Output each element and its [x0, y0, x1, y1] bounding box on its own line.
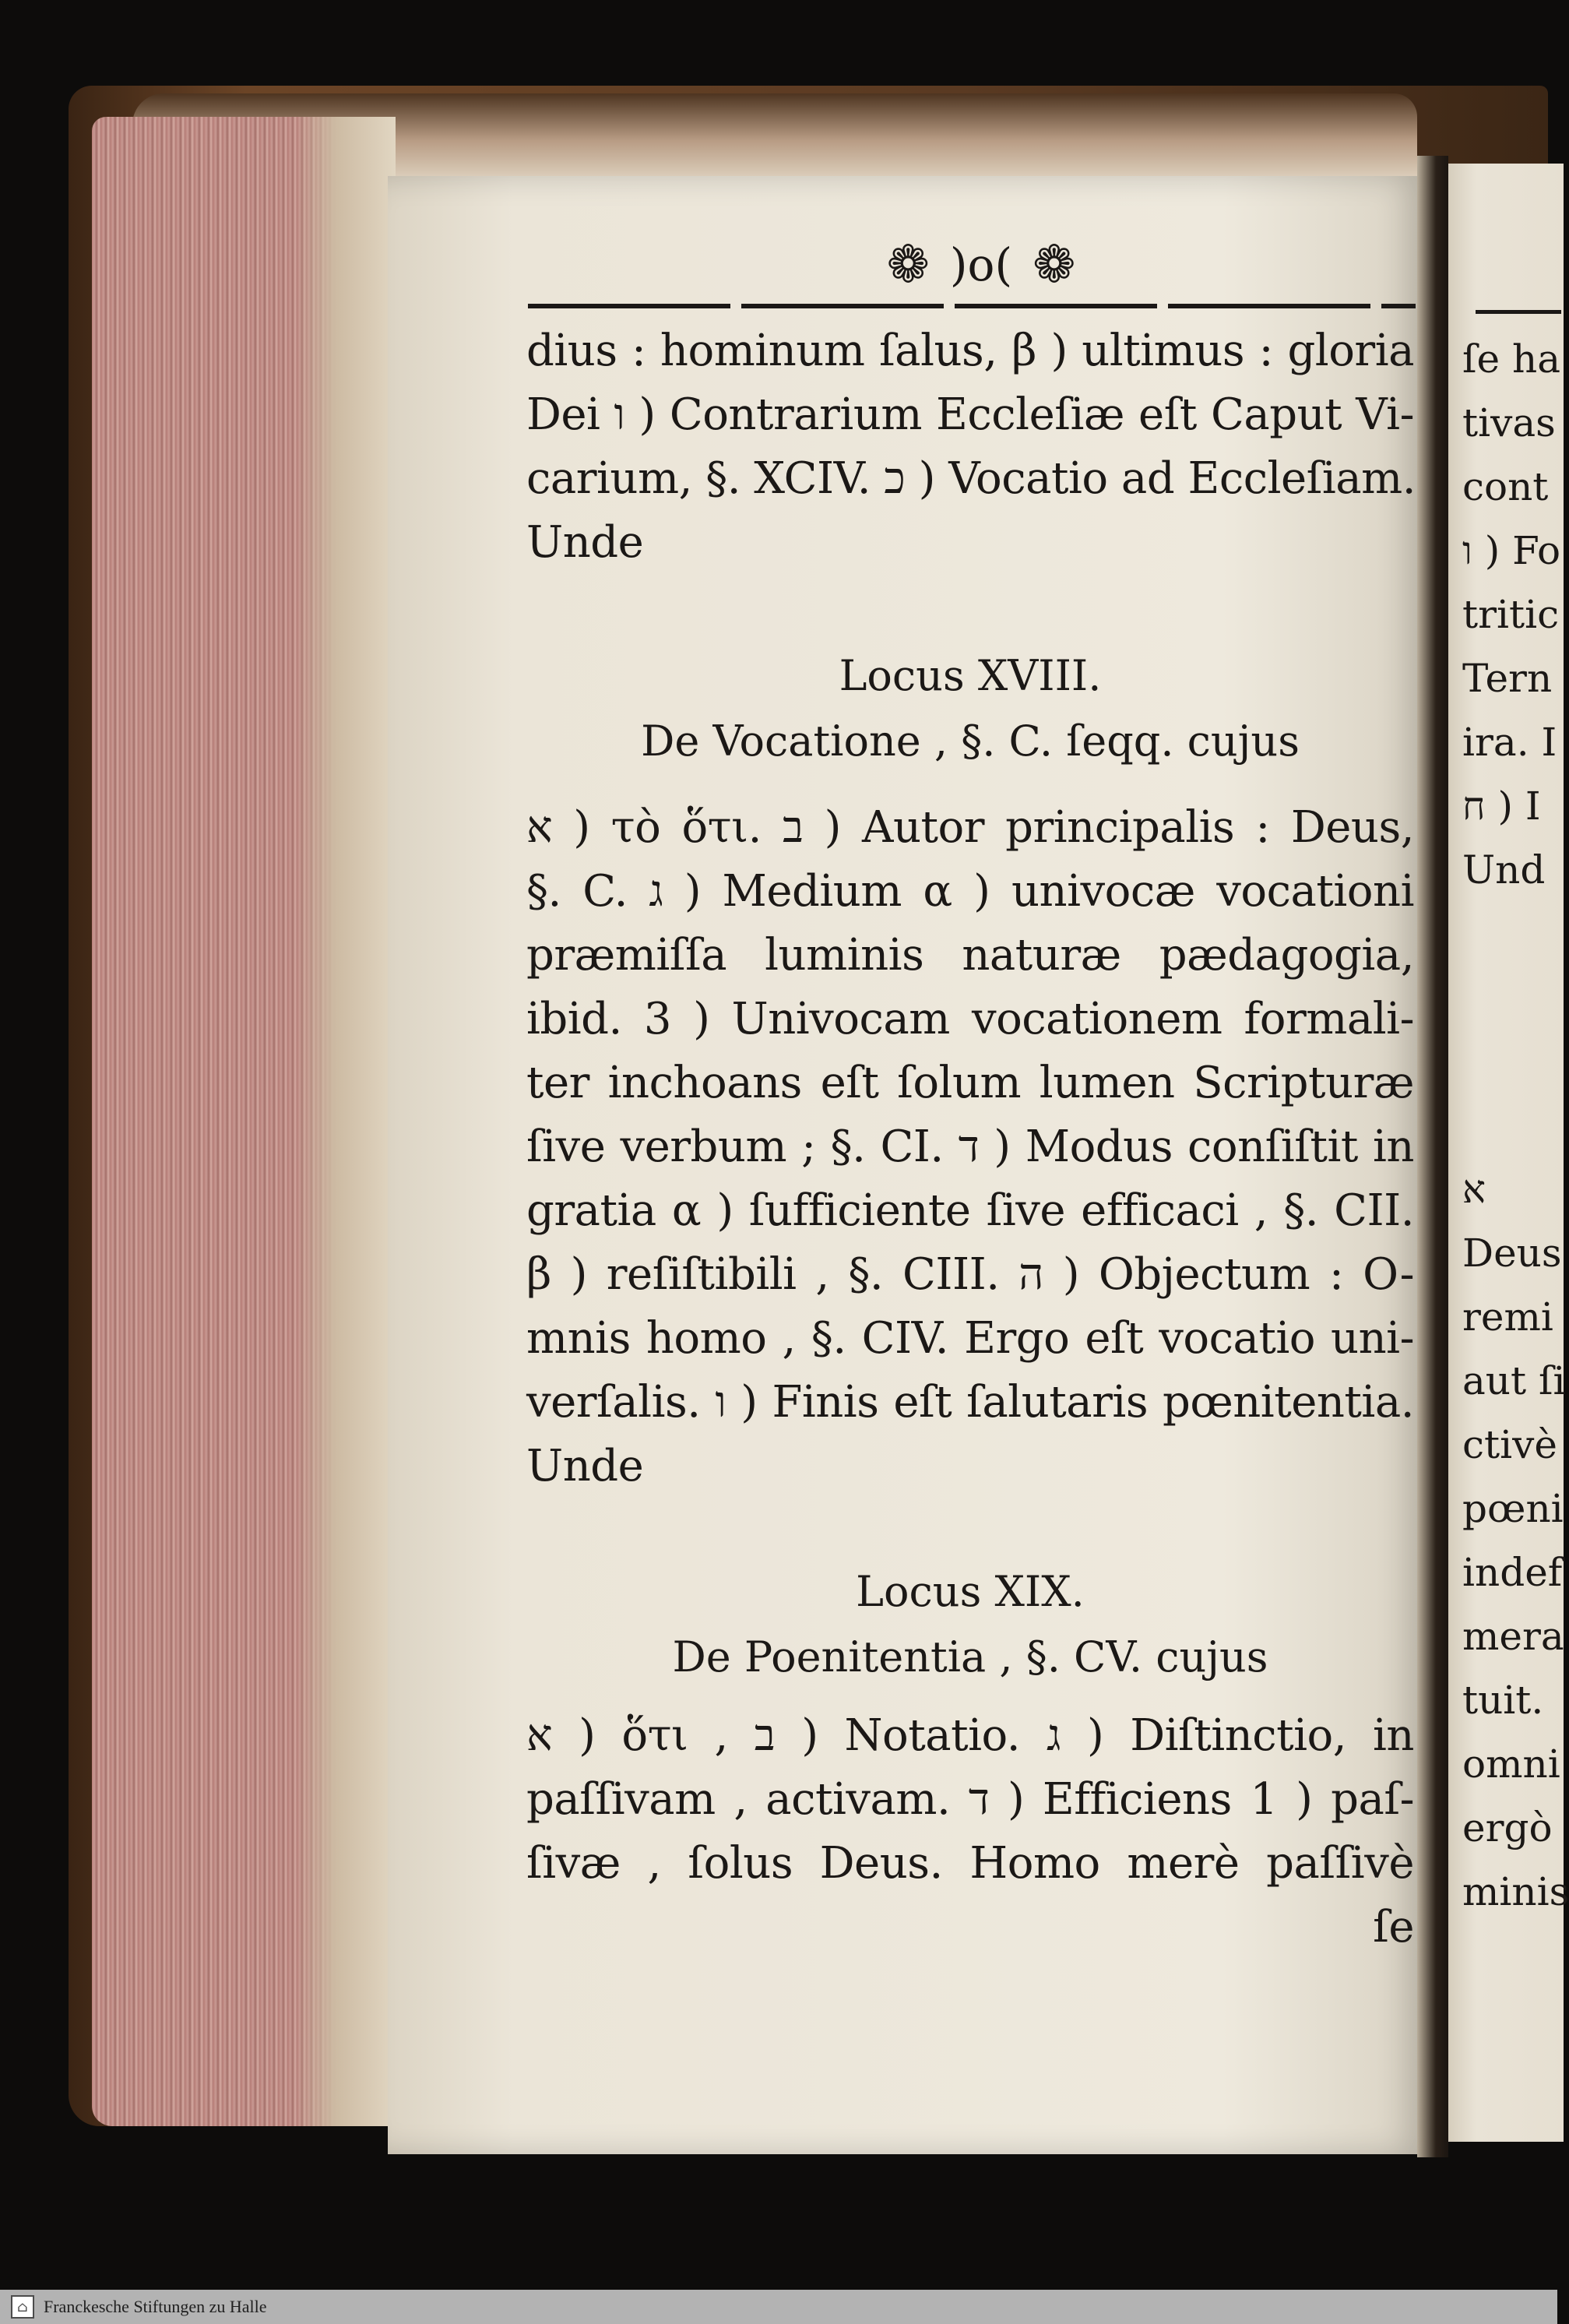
text-line: paſſivam , activam. ד ) Efficiens 1 ) paſ-: [526, 1774, 1414, 1825]
rosette-ornament-icon: ❁: [886, 234, 930, 294]
text-line: gratia α ) ſufficiente ſive efficaci , §. CII.: [526, 1185, 1414, 1236]
right-text-fragment: indef: [1462, 1550, 1563, 1595]
text-line: Unde: [526, 1441, 644, 1491]
right-text-fragment: Und: [1462, 847, 1546, 893]
right-text-fragment: א: [1462, 1167, 1486, 1212]
right-text-fragment: ח ) I: [1462, 783, 1541, 829]
right-text-fragment: minis: [1462, 1869, 1569, 1914]
text-line: ibid. 3 ) Univocam vocationem formali-: [526, 994, 1414, 1044]
book-gutter: [1417, 156, 1448, 2165]
scan-background: [0, 2157, 1557, 2290]
right-text-fragment: tivas: [1462, 400, 1556, 445]
right-text-fragment: tuit.: [1462, 1678, 1544, 1723]
right-text-fragment: ו ) Fo: [1462, 528, 1561, 573]
right-text-fragment: cont: [1462, 464, 1549, 509]
rosette-ornament-icon: ❁: [1033, 234, 1076, 294]
text-line: mnis homo , §. CIV. Ergo eſt vocatio uni-: [526, 1313, 1414, 1364]
text-line: א ) τὸ ὅτι. ב ) Autor principalis : Deus,: [526, 802, 1414, 853]
footer-bar: [0, 2290, 1557, 2324]
right-text-fragment: [1462, 902, 1556, 966]
right-page-rule: [1476, 310, 1561, 314]
text-line: β ) reſiſtibili , §. CIII. ה ) Objectum : O-: [526, 1249, 1414, 1300]
right-text-fragment: ſe ha: [1462, 336, 1561, 382]
footer-institution: Franckesche Stiftungen zu Halle: [44, 2297, 267, 2316]
section-title: Locus XIX.: [856, 1567, 1085, 1616]
right-text-fragment: [1462, 966, 1556, 1030]
right-text-fragment: ira. I: [1462, 720, 1557, 765]
right-text-fragment: remi: [1462, 1294, 1553, 1340]
text-line: א ) ὅτι , ב ) Notatio. ג ) Diſtinctio, in: [526, 1710, 1414, 1761]
right-text-fragment: aut ſi: [1462, 1358, 1566, 1403]
institution-logo-icon: ⌂: [11, 2295, 34, 2319]
page-body-text: [526, 319, 1414, 1960]
right-text-fragment: ergò: [1462, 1805, 1553, 1850]
running-header: [763, 226, 1199, 304]
page-edge-shade: [296, 117, 396, 2126]
section-subtitle: De Poenitentia , §. CV. cujus: [672, 1632, 1268, 1681]
text-line: Dei ו ) Contrarium Eccleſiæ eſt Caput Vi-: [526, 389, 1415, 440]
right-text-fragment: mera: [1462, 1614, 1564, 1659]
text-line: ſive verbum ; §. CI. ד ) Modus conſiſtit in: [526, 1122, 1414, 1172]
text-line: dius : hominum ſalus, β ) ultimus : gloria: [526, 326, 1414, 376]
section-title: Locus XVIII.: [839, 651, 1102, 700]
right-text-fragment: ctivè: [1462, 1422, 1557, 1467]
text-line: carium, §. XCIV. כ ) Vocatio ad Eccleſiam.: [526, 453, 1416, 504]
right-text-fragment: Deus: [1462, 1231, 1562, 1276]
text-line: ter inchoans eſt ſolum lumen Scripturæ: [526, 1058, 1414, 1108]
right-page-text: [1462, 327, 1569, 1924]
header-rule: [528, 304, 1416, 308]
text-line: §. C. ג ) Medium α ) univocæ vocationi: [526, 866, 1414, 917]
header-center: )o(: [949, 238, 1013, 291]
right-text-fragment: omni: [1462, 1741, 1560, 1787]
right-text-fragment: Tern: [1462, 656, 1553, 701]
right-text-fragment: [1462, 1093, 1556, 1157]
right-text-fragment: pœni: [1462, 1486, 1564, 1531]
text-line: ſivæ , ſolus Deus. Homo merè paſſivè: [526, 1838, 1414, 1889]
catchword: ſe: [1373, 1902, 1414, 1953]
text-line: Unde: [526, 517, 644, 568]
section-subtitle: De Vocatione , §. C. ſeqq. cujus: [641, 717, 1300, 766]
right-text-fragment: tritic: [1462, 592, 1560, 637]
right-text-fragment: [1462, 1030, 1556, 1093]
text-line: præmiſſa luminis naturæ pædagogia,: [526, 930, 1414, 981]
text-line: verſalis. ו ) Finis eſt ſalutaris pœnitentia.: [526, 1377, 1415, 1428]
